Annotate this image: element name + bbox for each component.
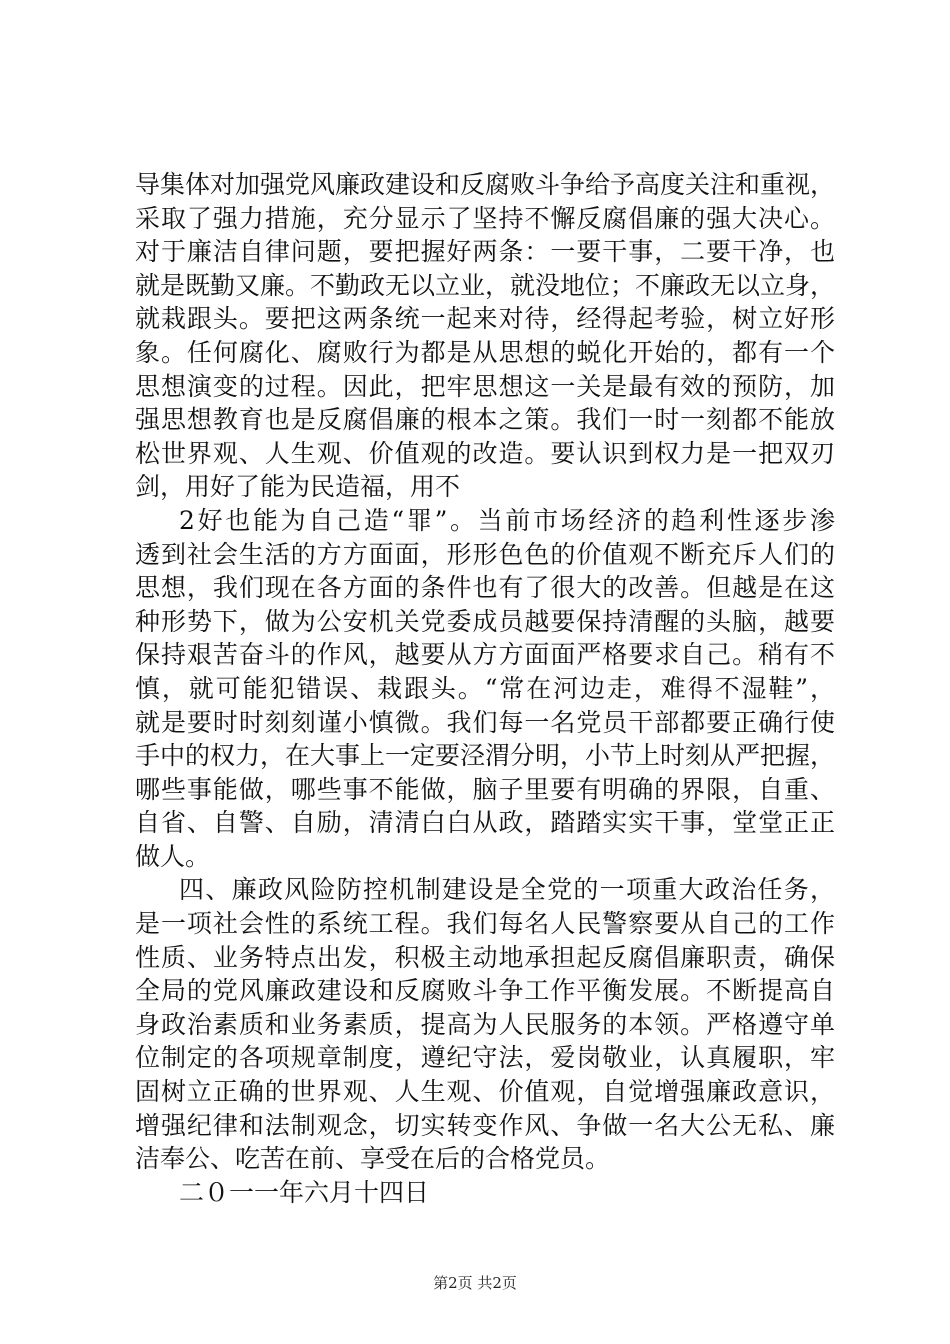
text-line: 松世界观、人生观、价值观的改造。要认识到权力是一把双刃 (135, 438, 835, 468)
paragraph-start-line: 2好也能为自己造“罪”。当前市场经济的趋利性逐步渗 (179, 505, 835, 535)
text-line: 就是既勤又廉。不勤政无以立业，就没地位；不廉政无以立身， (135, 270, 836, 300)
text-line: 剑，用好了能为民造福，用不 (135, 472, 461, 502)
document-body (135, 168, 835, 1209)
text-line: 就栽跟头。要把这两条统一起来对待，经得起考验，树立好形 (135, 304, 835, 334)
text-line: 位制定的各项规章制度，遵纪守法，爱岗敬业，认真履职，牢 (135, 1043, 835, 1073)
text-line: 是一项社会性的系统工程。我们每名人民警察要从自己的工作 (135, 909, 835, 939)
text-line: 固树立正确的世界观、人生观、价值观，自觉增强廉政意识， (135, 1077, 835, 1107)
text-line: 透到社会生活的方方面面，形形色色的价值观不断充斥人们的 (135, 539, 835, 569)
text-line: 强思想教育也是反腐倡廉的根本之策。我们一时一刻都不能放 (135, 405, 835, 435)
page-number-footer: 第2页 共2页 (433, 1274, 517, 1292)
text-line: 做人。 (135, 841, 211, 871)
text-line: 采取了强力措施，充分显示了坚持不懈反腐倡廉的强大决心。 (135, 203, 835, 233)
text-line: 自省、自警、自励，清清白白从政，踏踏实实干事，堂堂正正 (135, 808, 835, 838)
text-line: 洁奉公、吃苦在前、享受在后的合格党员。 (135, 1144, 611, 1174)
text-line: 慎，就可能犯错误、栽跟头。“常在河边走，难得不湿鞋”， (135, 673, 835, 703)
text-line: 手中的权力，在大事上一定要泾渭分明，小节上时刻从严把握， (135, 741, 836, 771)
text-line: 性质、业务特点出发，积极主动地承担起反腐倡廉职责，确保 (135, 942, 835, 972)
text-line: 思想演变的过程。因此，把牢思想这一关是最有效的预防，加 (135, 371, 835, 401)
text-line: 导集体对加强党风廉政建设和反腐败斗争给予高度关注和重视， (135, 170, 836, 199)
text-line: 对于廉洁自律问题，要把握好两条：一要干事，二要干净，也 (135, 237, 835, 267)
text-line: 种形势下，做为公安机关党委成员越要保持清醒的头脑，越要 (135, 606, 835, 636)
text-line: 全局的党风廉政建设和反腐败斗争工作平衡发展。不断提高自 (135, 976, 835, 1006)
text-line: 哪些事能做，哪些事不能做，脑子里要有明确的界限，自重、 (135, 774, 835, 804)
text-line: 就是要时时刻刻谨小慎微。我们每一名党员干部都要正确行使 (135, 707, 835, 737)
text-line: 象。任何腐化、腐败行为都是从思想的蜕化开始的，都有一个 (135, 337, 835, 367)
document-date: 二０一一年六月十四日 (179, 1177, 430, 1207)
text-line: 增强纪律和法制观念，切实转变作风、争做一名大公无私、廉 (135, 1110, 835, 1140)
paragraph-start-line: 四、廉政风险防控机制建设是全党的一项重大政治任务， (179, 875, 835, 905)
text-line: 保持艰苦奋斗的作风，越要从方方面面严格要求自己。稍有不 (135, 640, 835, 670)
text-line: 思想，我们现在各方面的条件也有了很大的改善。但越是在这 (135, 573, 835, 603)
text-line: 身政治素质和业务素质，提高为人民服务的本领。严格遵守单 (135, 1009, 835, 1039)
